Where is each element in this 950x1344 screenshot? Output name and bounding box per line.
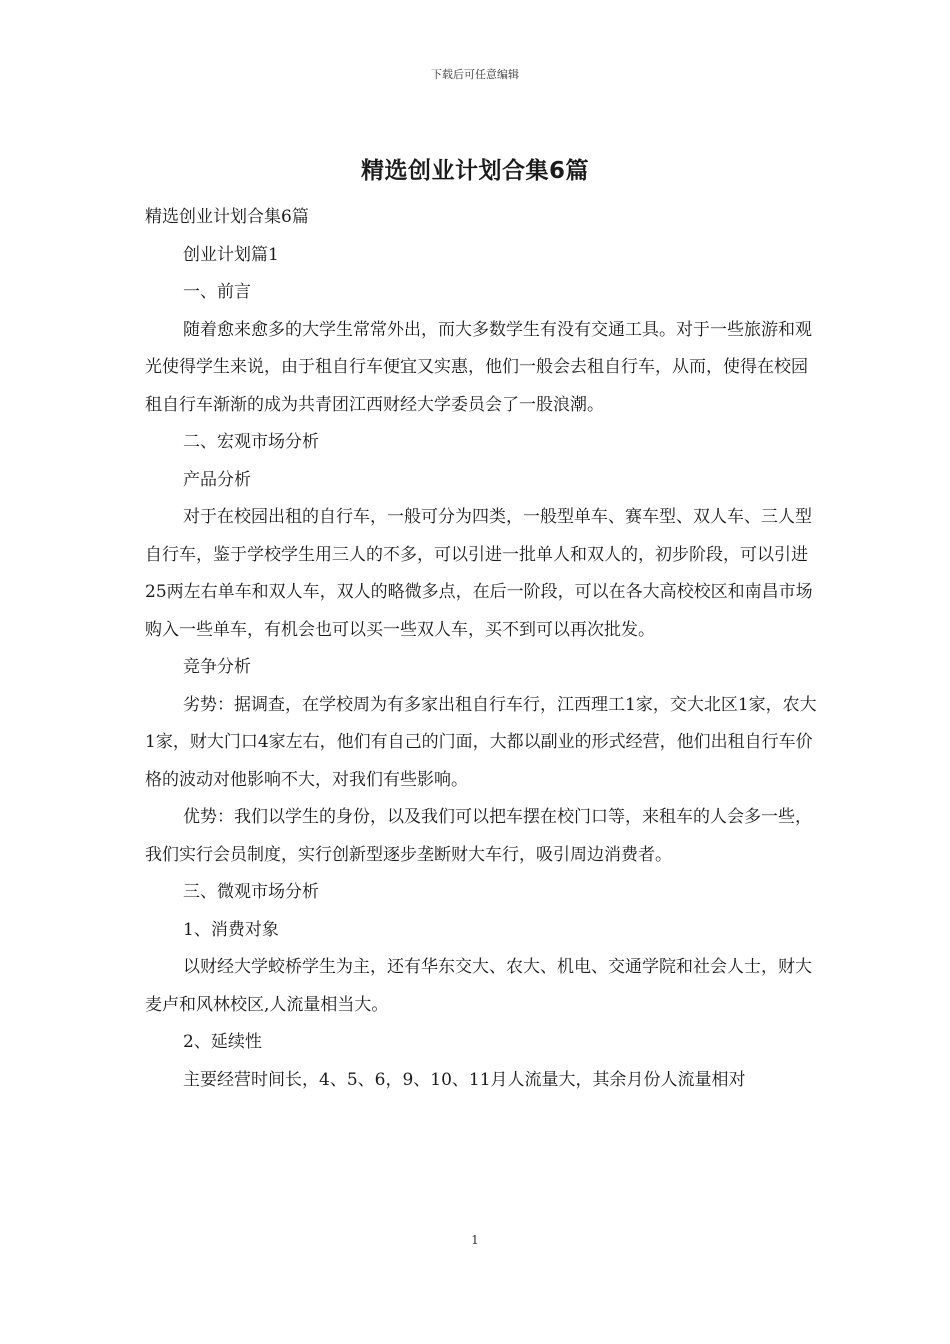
paragraph-strength-body: 优势：我们以学生的身份，以及我们可以把车摆在校门口等，来租车的人会多一些，我们实行会员制度，实行创新型逐步垄断财大车行，吸引周边消费者。 [145,807,812,865]
page-header-note: 下载后可任意编辑 [431,68,519,81]
paragraph-heading-product: 产品分析 [183,469,251,490]
page-number: 1 [471,1233,479,1247]
paragraph-continuity-body: 主要经营时间长，4、5、6，9、10、11月人流量大，其余月份人流量相对 [183,1069,746,1090]
document-body [145,199,820,1099]
paragraph-subtitle: 精选创业计划合集6篇 [145,207,309,227]
paragraph-heading-micro: 三、微观市场分析 [183,882,319,902]
paragraph-heading-macro: 二、宏观市场分析 [183,432,319,452]
paragraph-preface-body: 随着愈来愈多的大学生常常外出，而大多数学生有没有交通工具。对于一些旅游和观光使得学生来说，由于租自行车便宜又实惠，他们一般会去租自行车，从而，使得在校园租自行车渐渐的成为共青团江西财经大学委员会了一股浪潮。 [145,319,812,415]
paragraph-heading-preface: 一、前言 [183,282,251,302]
paragraph-heading-continuity: 2、延续性 [183,1032,262,1052]
document-title: 精选创业计划合集6篇 [360,158,589,184]
paragraph-section-heading: 创业计划篇1 [183,244,279,265]
paragraph-heading-competition: 竞争分析 [183,657,251,677]
paragraph-heading-consumers: 1、消费对象 [183,919,279,940]
paragraph-consumers-body: 以财经大学蛟桥学生为主，还有华东交大、农大、机电、交通学院和社会人士，财大麦卢和风林校区,人流量相当大。 [145,957,812,1015]
paragraph-product-body: 对于在校园出租的自行车，一般可分为四类，一般型单车、赛车型、双人车、三人型自行车，鉴于学校学生用三人的不多，可以引进一批单人和双人的，初步阶段，可以引进25两左右单车和双人车，双人的略微多点，在后一阶段，可以在各大高校校区和南昌市场购入一些单车，有机会也可以买一些双人车，买不到可以再次批发。 [145,507,813,640]
paragraph-weakness-body: 劣势：据调查，在学校周为有多家出租自行车行，江西理工1家，交大北区1家，农大1家，财大门口4家左右，他们有自己的门面，大都以副业的形式经营，他们出租自行车价格的波动对他影响不大，对我们有些影响。 [145,694,817,790]
